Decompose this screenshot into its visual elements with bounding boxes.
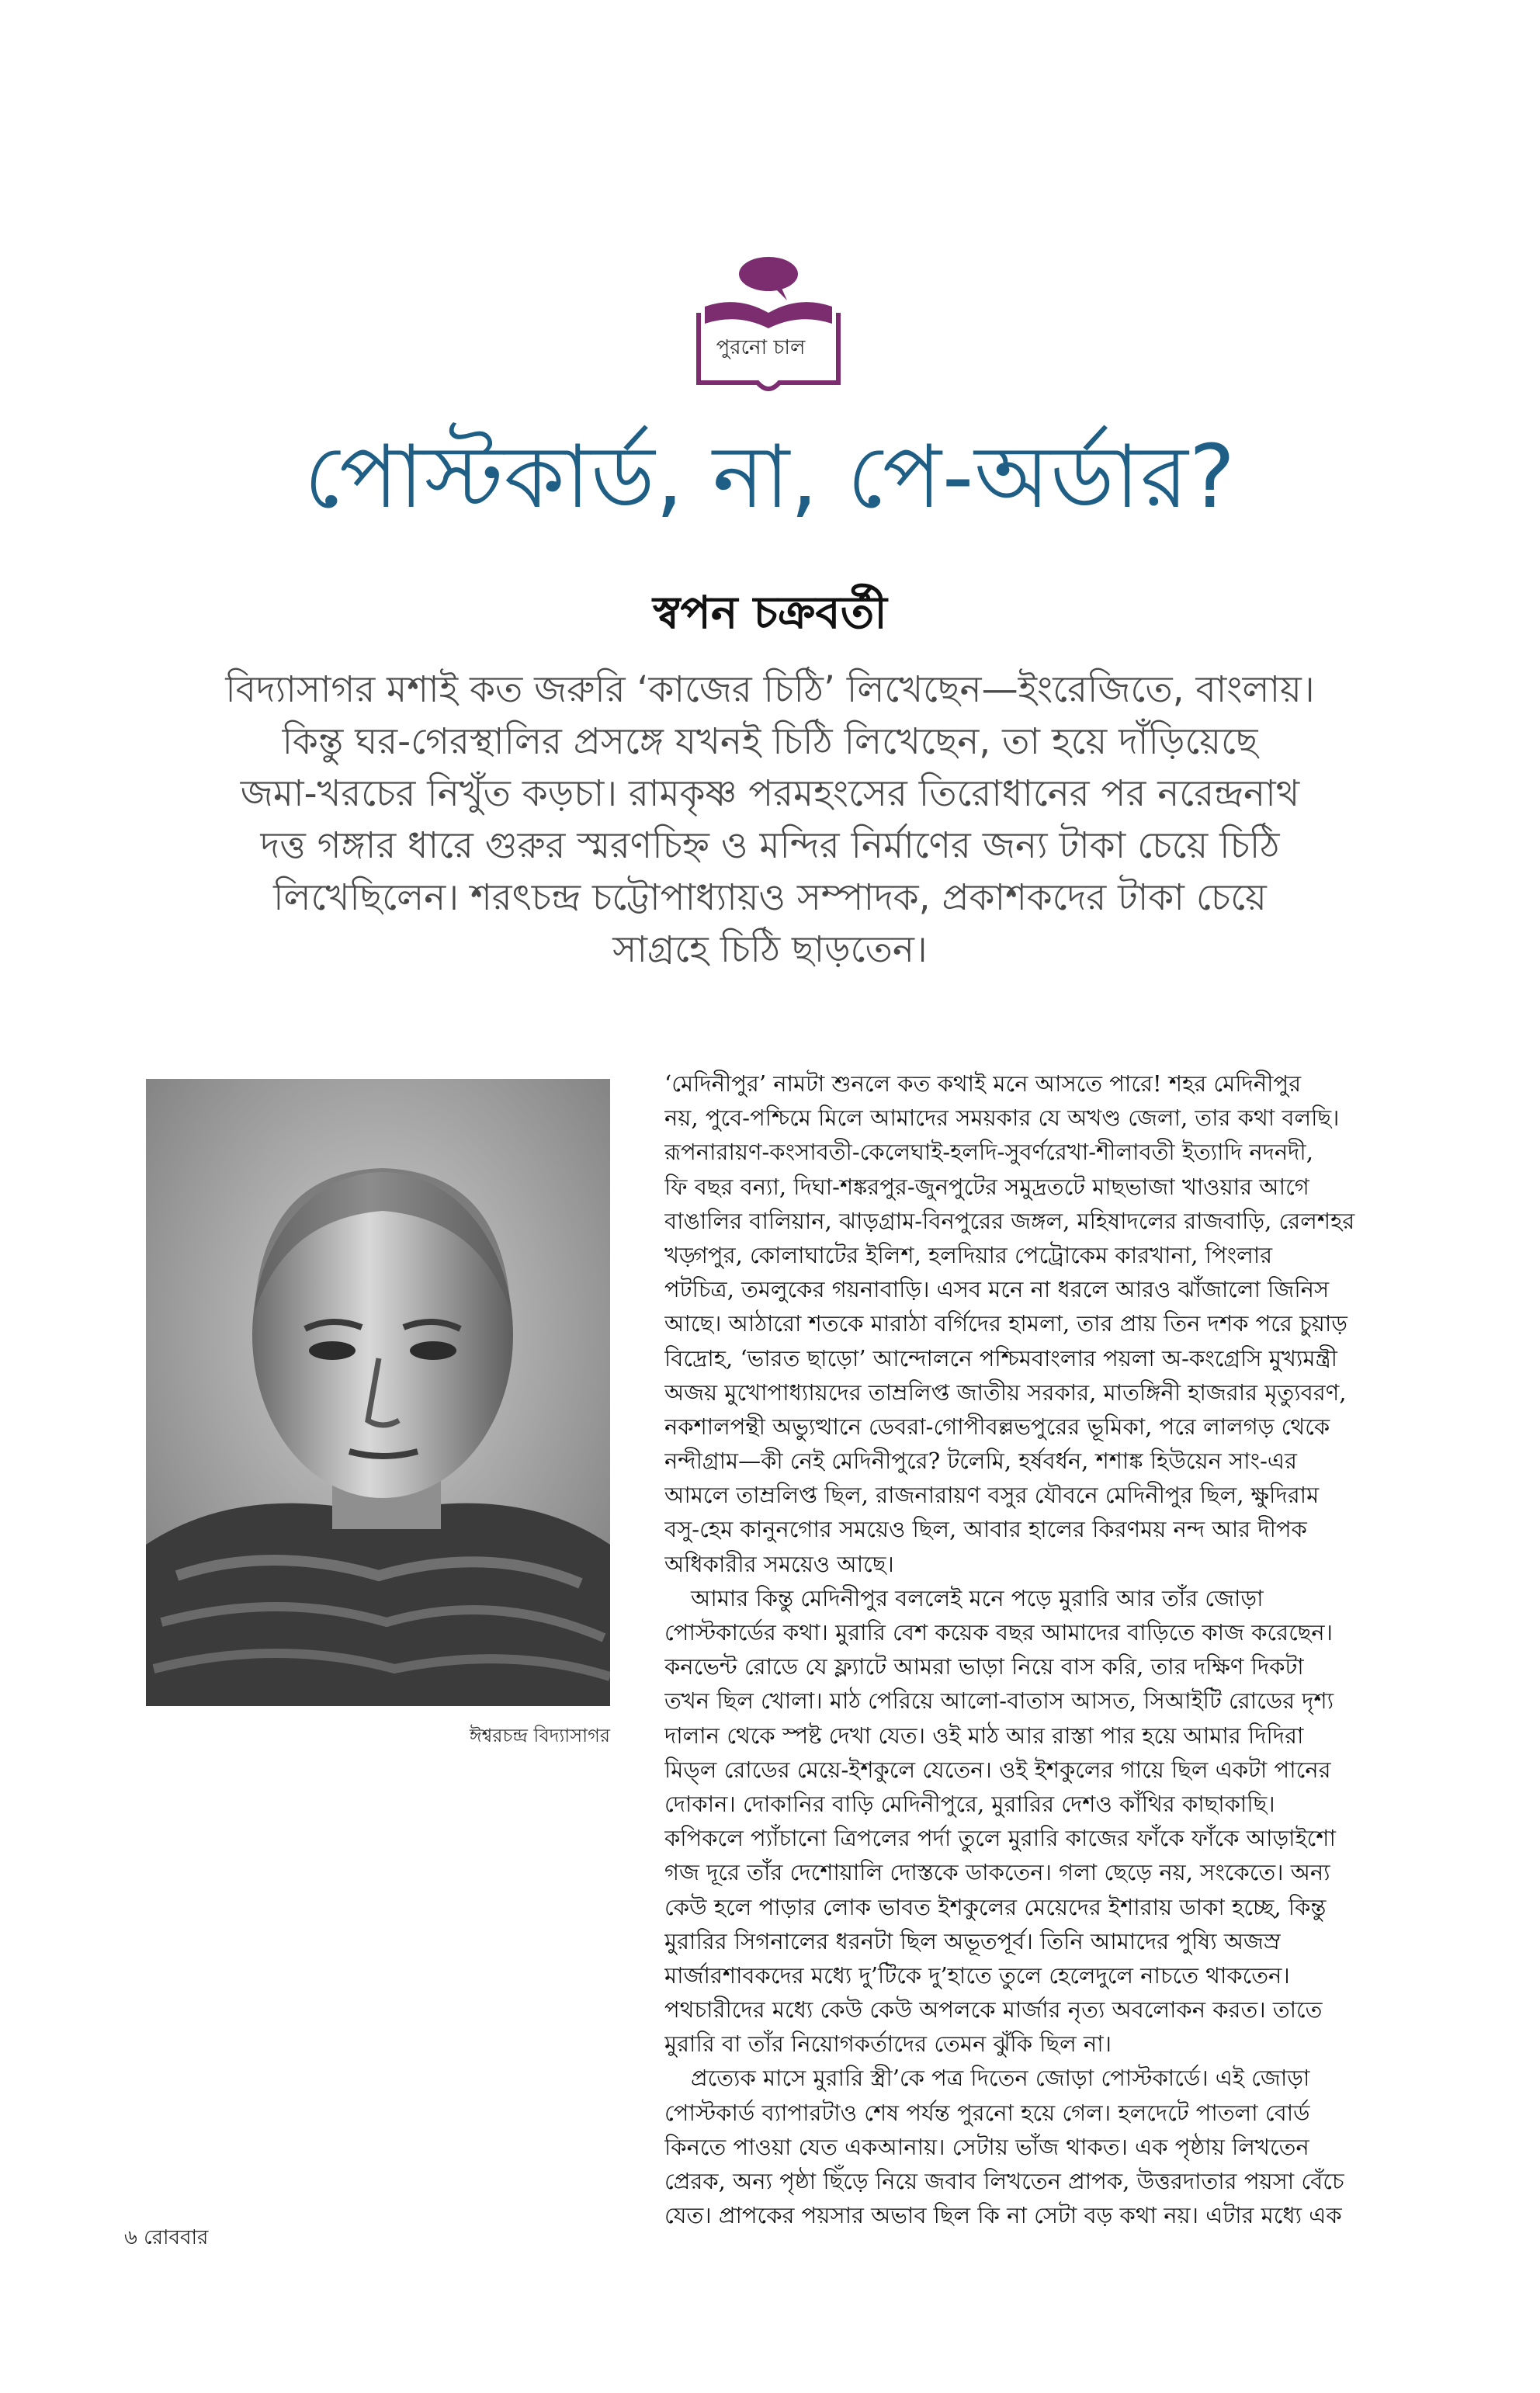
body-line: গজ দূরে তাঁর দেশোয়ালি দোস্তকে ডাকতেন। গলা ছেড়ে নয়, সংকেতে। অন্য xyxy=(664,1859,1330,1886)
body-line: আছে। আঠারো শতকে মারাঠা বর্গিদের হামলা, তার প্রায় তিন দশক পরে চুয়াড় xyxy=(664,1310,1348,1337)
body-line: নন্দীগ্রাম—কী নেই মেদিনীপুরে? টলেমি, হর্ষবর্ধন, শশাঙ্ক হিউয়েন সাং-এর xyxy=(664,1448,1297,1475)
section-logo xyxy=(683,252,854,408)
intro-line: কিন্তু ঘর-গেরস্থালির প্রসঙ্গে যখনই চিঠি লিখেছেন, তা হয়ে দাঁড়িয়েছে xyxy=(282,720,1258,763)
body-line: পটচিত্র, তমলুকের গয়নাবাড়ি। এসব মনে না ধরলে আরও ঝাঁজালো জিনিস xyxy=(664,1276,1330,1303)
body-line: প্রেরক, অন্য পৃষ্ঠা ছিঁড়ে নিয়ে জবাব লিখতেন প্রাপক, উত্তরদাতার পয়সা বেঁচে xyxy=(664,2168,1344,2194)
body-line: অজয় মুখোপাধ্যায়দের তাম্রলিপ্ত জাতীয় সরকার, মাতঙ্গিনী হাজরার মৃত্যুবরণ, xyxy=(664,1379,1347,1406)
body-line: প্রত্যেক মাসে মুরারি স্ত্রী’কে পত্র দিতেন জোড়া পোস্টকার্ডে। এই জোড়া xyxy=(691,2065,1310,2092)
body-line: বাঙালির বালিয়ান, ঝাড়গ্রাম-বিনপুরের জঙ্গল, মহিষাদলের রাজবাড়ি, রেলশহর xyxy=(664,1207,1355,1234)
intro-line: সাগ্রহে চিঠি ছাড়তেন। xyxy=(612,928,928,971)
portrait-illustration xyxy=(146,1079,610,1706)
body-line: নকশালপন্থী অভ্যুত্থানে ডেবরা-গোপীবল্লভপুরের ভূমিকা, পরে লালগড় থেকে xyxy=(664,1413,1330,1440)
body-line: পথচারীদের মধ্যে কেউ কেউ অপলকে মার্জার নৃত্য অবলোকন করত। তাতে xyxy=(664,1996,1323,2024)
body-line: ফি বছর বন্যা, দিঘা-শঙ্করপুর-জুনপুটের সমুদ্রতটে মাছভাজা খাওয়ার আগে xyxy=(664,1173,1309,1200)
body-line: কিনতে পাওয়া যেত একআনায়। সেটায় ভাঁজ থাকত। এক পৃষ্ঠায় লিখতেন xyxy=(664,2133,1309,2160)
body-line: মার্জারশাবকদের মধ্যে দু’টিকে দু’হাতে তুলে হেলেদুলে নাচতে থাকতেন। xyxy=(664,1961,1290,1989)
intro-standfirst xyxy=(147,664,1393,976)
body-line: মুরারির সিগনালের ধরনটা ছিল অভূতপূর্ব। তিনি আমাদের পুষ্যি অজস্র xyxy=(664,1927,1281,1954)
intro-line: লিখেছিলেন। শরৎচন্দ্র চট্টোপাধ্যায়ও সম্পাদক, প্রকাশকদের টাকা চেয়ে xyxy=(273,876,1267,919)
body-line: কনভেন্ট রোডে যে ফ্ল্যাটে আমরা ভাড়া নিয়ে বাস করি, তার দক্ষিণ দিকটা xyxy=(664,1653,1304,1680)
body-line: পোস্টকার্ড ব্যাপারটাও শেষ পর্যন্ত পুরনো হয়ে গেল। হলদেটে পাতলা বোর্ড xyxy=(664,2099,1310,2126)
body-line: বসু-হেম কানুনগোর সময়েও ছিল, আবার হালের কিরণময় নন্দ আর দীপক xyxy=(664,1516,1307,1543)
body-line: যেত। প্রাপকের পয়সার অভাব ছিল কি না সেটা বড় কথা নয়। এটার মধ্যে এক xyxy=(664,2202,1342,2229)
body-line: কপিকলে প্যাঁচানো ত্রিপলের পর্দা তুলে মুরারি কাজের ফাঁকে ফাঁকে আড়াইশো xyxy=(664,1825,1336,1852)
section-label: পুরনো চাল xyxy=(716,336,806,359)
page-folio: ৬ রোববার xyxy=(124,2226,209,2249)
body-line: বিদ্রোহ, ‘ভারত ছাড়ো’ আন্দোলনে পশ্চিমবাংলার পয়লা অ-কংগ্রেসি মুখ্যমন্ত্রী xyxy=(664,1344,1337,1372)
body-line: কেউ হলে পাড়ার লোক ভাবত ইশকুলের মেয়েদের ইশারায় ডাকা হচ্ছে, কিন্তু xyxy=(664,1893,1327,1920)
body-line: তখন ছিল খোলা। মাঠ পেরিয়ে আলো-বাতাস আসত, সিআইটি রোডের দৃশ্য xyxy=(664,1687,1334,1715)
body-line: পোস্টকার্ডের কথা। মুরারি বেশ কয়েক বছর আমাদের বাড়িতে কাজ করেছেন। xyxy=(664,1619,1333,1646)
open-book-speech-bubble-icon xyxy=(683,252,854,408)
body-line: খড়্গপুর, কোলাঘাটের ইলিশ, হলদিয়ার পেট্রোকেম কারখানা, পিংলার xyxy=(664,1241,1273,1268)
body-line: আমলে তাম্রলিপ্ত ছিল, রাজনারায়ণ বসুর যৌবনে মেদিনীপুর ছিল, ক্ষুদিরাম xyxy=(664,1482,1320,1509)
body-line: ‘মেদিনীপুর’ নামটা শুনলে কত কথাই মনে আসতে পারে! শহর মেদিনীপুর xyxy=(664,1070,1302,1097)
intro-line: বিদ্যাসাগর মশাই কত জরুরি ‘কাজের চিঠি’ লিখেছেন—ইংরেজিতে, বাংলায়। xyxy=(225,668,1315,711)
body-line: দোকান। দোকানির বাড়ি মেদিনীপুরে, মুরারির দেশও কাঁথির কাছাকাছি। xyxy=(664,1790,1275,1817)
portrait-photo xyxy=(146,1079,610,1706)
body-line: মিড্ল রোডের মেয়ে-ইশকুলে যেতেন। ওই ইশকুলের গায়ে ছিল একটা পানের xyxy=(664,1756,1331,1783)
intro-line: দত্ত গঙ্গার ধারে গুরুর স্মরণচিহ্ন ও মন্দির নির্মাণের জন্য টাকা চেয়ে চিঠি xyxy=(260,824,1280,867)
body-line: রূপনারায়ণ-কংসাবতী-কেলেঘাই-হলদি-সুবর্ণরেখা-শীলাবতী ইত্যাদি নদনদী, xyxy=(664,1139,1313,1166)
body-line: মুরারি বা তাঁর নিয়োগকর্তাদের তেমন ঝুঁকি ছিল না। xyxy=(664,2031,1112,2058)
photo-caption: ঈশ্বরচন্দ্র বিদ্যাসাগর xyxy=(469,1725,610,1746)
body-line: অধিকারীর সময়েও আছে। xyxy=(664,1550,894,1577)
author-byline: স্বপন চক্রবর্তী xyxy=(653,586,887,639)
body-line: দালান থেকে স্পষ্ট দেখা যেত। ওই মাঠ আর রাস্তা পার হয়ে আমার দিদিরা xyxy=(664,1722,1304,1749)
body-line: আমার কিন্তু মেদিনীপুর বললেই মনে পড়ে মুরারি আর তাঁর জোড়া xyxy=(691,1584,1264,1611)
body-line: নয়, পুবে-পশ্চিমে মিলে আমাদের সময়কার যে অখণ্ড জেলা, তার কথা বলছি। xyxy=(664,1105,1340,1132)
article-body xyxy=(664,1066,1389,2232)
intro-line: জমা-খরচের নিখুঁত কড়চা। রামকৃষ্ণ পরমহংসের তিরোধানের পর নরেন্দ্রনাথ xyxy=(240,772,1300,815)
article-title: পোস্টকার্ড, না, পে-অর্ডার? xyxy=(303,427,1237,528)
